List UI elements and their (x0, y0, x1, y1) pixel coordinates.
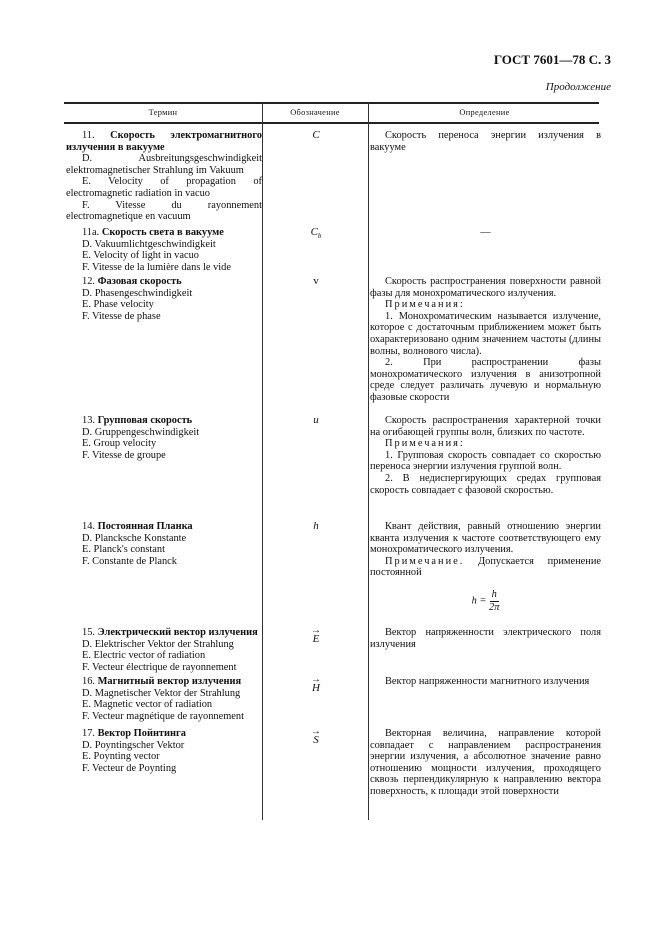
term-number: 16. (82, 676, 95, 687)
definition-text: Вектор напряженности магнитного излучения (385, 676, 590, 687)
term-de: D. Magnetischer Vektor der Strahlung (82, 687, 241, 699)
symbol-cell (266, 676, 366, 695)
column-header-term: Термин (148, 108, 178, 117)
vector-arrow-icon: → (310, 625, 321, 636)
formula-denominator: 2π (489, 601, 500, 613)
symbol-text: H (312, 682, 320, 694)
vector-symbol (312, 676, 320, 695)
symbol-text: C (310, 226, 318, 238)
formula-lhs: h = (471, 595, 487, 607)
term-de: D. Elektrischer Vektor der Strahlung (82, 638, 234, 650)
definition-text: Квант действия, равный отношению энергии кванта излучения к частоте соответствующего ему монохроматического излучения. (370, 521, 601, 556)
page-header-title: ГОСТ 7601—78 С. 3 (493, 52, 611, 67)
symbol-text: E (312, 633, 320, 645)
term-number: 14. (82, 521, 95, 532)
continuation-label: Продолжение (545, 81, 611, 93)
definition-cell (370, 728, 601, 798)
symbol-text: S (313, 734, 319, 746)
vector-symbol (313, 728, 319, 747)
term-cell (66, 276, 262, 322)
term-en: E. Planck's constant (82, 544, 165, 556)
term-cell (66, 415, 262, 461)
symbol-cell (266, 728, 366, 747)
term-ru: Магнитный вектор излучения (97, 676, 242, 687)
note-item: 2. При распространении фазы монохроматического излучения в анизотропной среде следует различать лучевую и нормальную фазовые скорости (370, 357, 601, 403)
term-en: E. Poynting vector (82, 751, 160, 763)
notes-label: Примечания: (385, 299, 465, 311)
column-divider-1 (262, 103, 263, 820)
term-de: D. Ausbreitungsgeschwindigkeit elektromagnetischer Strahlung im Vakuum (66, 153, 262, 176)
term-number: 11. (82, 130, 95, 141)
term-en: E. Velocity of light in vacuo (82, 250, 199, 262)
vector-arrow-icon: → (310, 674, 321, 685)
term-fr: F. Vitesse du rayonnement electromagnetique en vacuum (66, 199, 262, 223)
term-number: 12. (82, 276, 95, 287)
definition-cell (370, 415, 601, 496)
term-ru: Постоянная Планка (97, 521, 193, 532)
term-en: E. Electric vector of radiation (82, 650, 206, 662)
definition-cell (370, 521, 601, 613)
term-cell (66, 627, 262, 673)
term-de: D. Vakuumlichtgeschwindigkeit (82, 238, 216, 250)
term-de: D. Phasengeschwindigkeit (82, 287, 193, 299)
term-ru: Вектор Пойнтинга (97, 728, 186, 739)
symbol-cell (266, 227, 366, 243)
definition-dash: — (480, 227, 491, 238)
term-number: 13. (82, 415, 95, 426)
term-fr: F. Vitesse de la lumière dans le vide (82, 261, 231, 273)
term-de: D. Poyntingscher Vektor (82, 739, 185, 751)
note-item: 1. Групповая скорость совпадает со скоростью переноса энергии излучения группой волн. (370, 449, 601, 473)
formula-numerator: h (491, 588, 497, 600)
term-number: 17. (82, 728, 95, 739)
note-item: 2. В недиспергирующих средах групповая скорость совпадает с фазовой скоростью. (370, 472, 601, 496)
definition-text: Вектор напряженности электрического поля излучения (370, 627, 601, 650)
term-cell (66, 130, 262, 223)
definition-cell (370, 227, 601, 239)
definition-cell (370, 276, 601, 404)
table-header-rule (64, 122, 599, 124)
table-top-rule (64, 102, 599, 104)
term-ru: Групповая скорость (97, 415, 193, 426)
term-fr: F. Vecteur électrique de rayonnement (82, 661, 237, 673)
term-fr: F. Vecteur magnétique de rayonnement (82, 710, 244, 722)
vector-symbol (310, 625, 321, 646)
term-cell (66, 227, 262, 273)
definition-text: Скорость распространения поверхности равной фазы для монохроматического излучения. (370, 276, 601, 299)
symbol-cell: h (313, 520, 319, 532)
symbol-cell: C (312, 129, 320, 141)
planck-formula (370, 589, 601, 613)
term-ru: Скорость электромагнитного излучения в вакууме (66, 130, 262, 153)
symbol-cell: u (313, 414, 319, 426)
term-fr: F. Vecteur de Poynting (82, 762, 177, 774)
term-cell (66, 728, 262, 774)
term-fr: F. Vitesse de phase (82, 310, 161, 322)
column-divider-2 (368, 103, 369, 820)
definition-text: Скорость переноса энергии излучения в вакууме (370, 130, 601, 153)
note-label: Примечание. (385, 555, 465, 567)
notes-label: Примечания: (385, 438, 465, 450)
vector-arrow-icon: → (311, 726, 321, 737)
symbol-cell (266, 627, 366, 646)
term-en: E. Magnetic vector of radiation (82, 699, 213, 711)
column-header-symbol: Обозначение (290, 108, 340, 117)
term-cell (66, 676, 262, 722)
definition-cell (370, 676, 601, 688)
symbol-cell: v (313, 275, 319, 287)
formula-fraction (489, 589, 499, 613)
definition-text: Скорость распространения характерной точки на огибающей группы волн, близких по частоте. (370, 415, 601, 438)
term-cell (66, 521, 262, 567)
term-fr: F. Vitesse de groupe (82, 449, 166, 461)
term-number: 11a. (82, 227, 100, 238)
column-header-definition: Определение (459, 108, 510, 117)
term-fr: F. Constante de Planck (82, 555, 177, 567)
note-text: Допускается применение постоянной (370, 555, 601, 579)
symbol-subscript: b (317, 232, 322, 241)
term-en: E. Velocity of propagation of electromagnetic radiation in vacuo (66, 176, 262, 199)
term-ru: Фазовая скорость (97, 276, 182, 287)
term-de: D. Plancksche Konstante (82, 532, 187, 544)
term-en: E. Group velocity (82, 438, 157, 450)
note-item: 1. Монохроматическим называется излучение, которое с достаточным приближением может быть охарактеризовано одним значением частоты (длины волны, волнового числа). (370, 310, 601, 357)
term-de: D. Gruppengeschwindigkeit (82, 426, 200, 438)
term-ru: Электрический вектор излучения (97, 627, 258, 638)
definition-cell (370, 130, 601, 153)
term-ru: Скорость света в вакууме (101, 227, 224, 238)
definition-text: Векторная величина, направление которой совпадает с направлением распространения энергии излучения, а абсолютное значение равно отношению мощности излучения, проходящего сквозь перпендикулярную к направлению вектора поверхность, к площади этой поверхности (370, 728, 601, 797)
term-en: E. Phase velocity (82, 299, 154, 311)
definition-cell (370, 627, 601, 650)
term-number: 15. (82, 627, 95, 638)
